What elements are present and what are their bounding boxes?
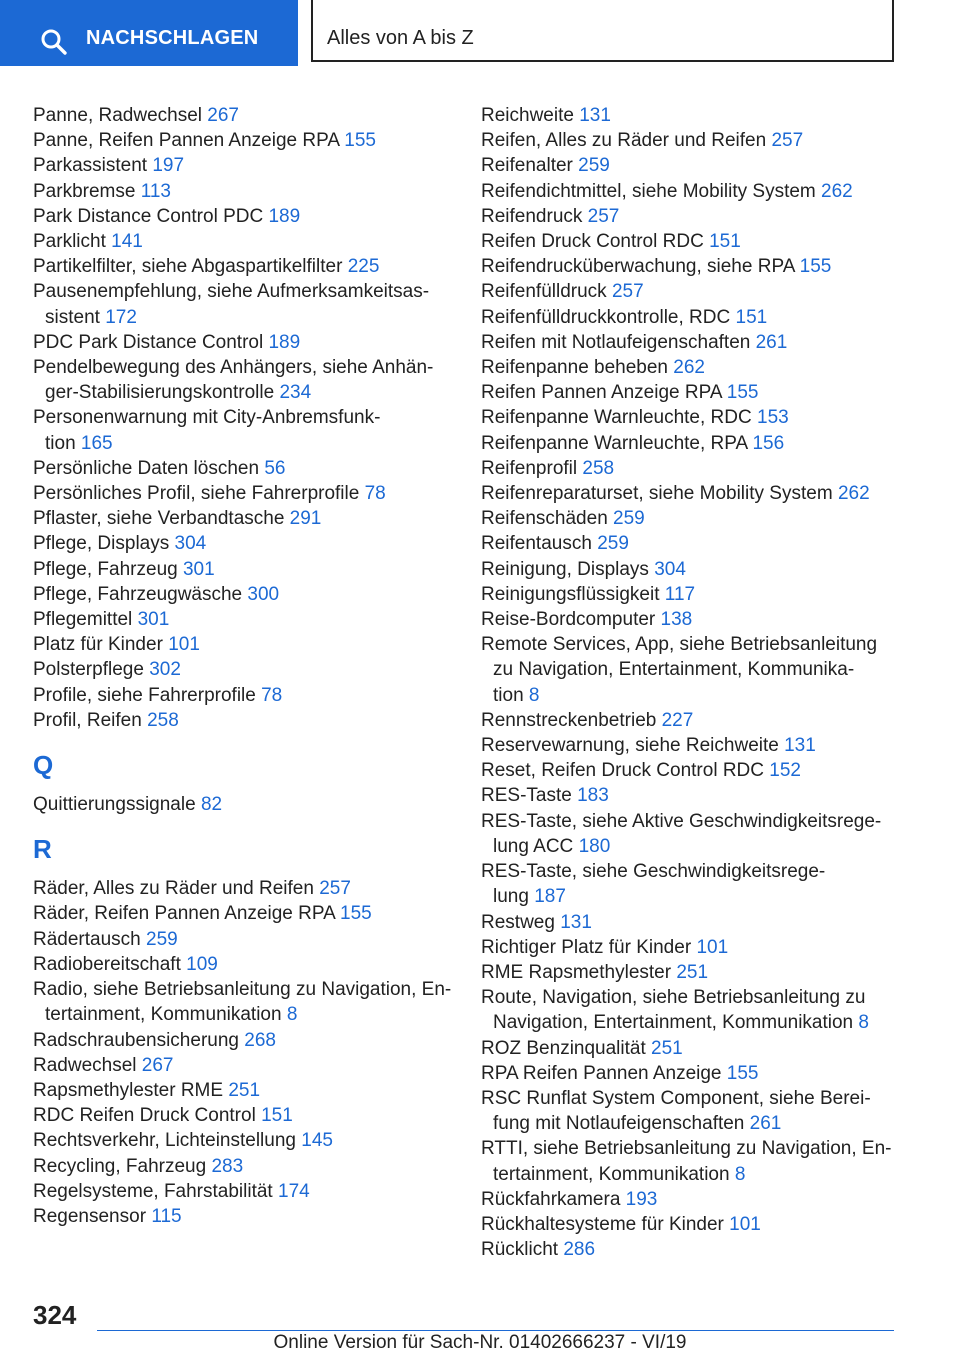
index-entry [481,557,901,582]
index-entry-text: RES-Taste, siehe Geschwindigkeitsrege- [481,861,826,883]
nav-tab-label: NACHSCHLAGEN [86,27,259,49]
page-link[interactable]: 227 [661,709,694,731]
index-entry [481,809,901,859]
index-entry-text: PDC Park Distance Control [33,331,264,353]
page-link[interactable]: 261 [755,331,788,353]
index-entry-text: Pflege, Fahrzeugwäsche [33,583,243,605]
index-entry-text: Pausenempfehlung, siehe Aufmerksamkeitsas- [33,281,430,303]
top-navigation-bar [0,0,960,66]
index-entry [33,1204,453,1229]
page-link[interactable]: 151 [709,231,741,253]
page-link[interactable]: 172 [105,306,137,328]
page-link[interactable]: 251 [676,961,709,983]
page-link[interactable]: 109 [186,953,218,975]
page-link[interactable]: 262 [821,180,853,202]
index-entry-text: Reinigungsflüssigkeit [481,583,660,605]
index-entry-text: Polsterpflege [33,659,144,681]
index-entry-text: Personenwarnung mit City-Anbremsfunk- [33,407,381,429]
index-entry-text: Reifen, Alles zu Räder und Reifen [481,130,767,152]
index-entry-text: lung [493,886,529,908]
page-link[interactable]: 304 [174,533,207,555]
index-entry-text: Profil, Reifen [33,709,142,731]
page-link[interactable]: 258 [147,709,179,731]
page-link[interactable]: 262 [837,483,870,505]
index-entry [481,355,901,380]
index-entry [33,708,453,733]
page-link[interactable]: 151 [735,306,768,328]
index-entry-text: Reinigung, Displays [481,558,649,580]
search-icon [40,28,68,56]
page-link[interactable]: 300 [247,583,280,605]
index-entry [481,405,901,430]
page-link[interactable]: 183 [577,785,609,807]
index-entry-text: Reifenalter [481,155,573,177]
index-entry-text: Reifen Druck Control RDC [481,231,704,253]
index-entry [33,1103,453,1128]
index-entry [481,431,901,456]
index-entry-text: Rückfahrkamera [481,1188,621,1210]
page-link[interactable]: 155 [344,130,376,152]
index-entry [33,254,453,279]
index-entry-text: tertainment, Kommunikation [493,1163,730,1185]
index-entry-text: Räder, Reifen Pannen Anzeige RPA [33,903,335,925]
index-entry-text: Parkassistent [33,155,148,177]
index-entry-text: Radwechsel [33,1054,137,1076]
index-entry [33,901,453,926]
index-entry-text: Regensensor [33,1205,147,1227]
page-link[interactable]: 267 [141,1054,174,1076]
page-link[interactable]: 101 [729,1213,761,1235]
index-entry-text: tion [493,684,524,706]
page-link[interactable]: 174 [278,1180,310,1202]
index-entry-text: Reichweite [481,105,574,126]
page-link[interactable]: 8 [528,684,540,706]
index-entry-text: Recycling, Fahrzeug [33,1155,207,1177]
index-entry [481,1086,901,1136]
page-link[interactable]: 301 [137,609,170,631]
index-entry-text: Reifendrucküberwachung, siehe RPA [481,256,795,278]
index-entry [33,607,453,632]
index-entry [33,582,453,607]
page-link[interactable]: 251 [228,1079,261,1101]
index-entry [481,380,901,405]
index-entry [33,1078,453,1103]
page-link[interactable]: 145 [301,1130,333,1152]
index-entry-text: Restweg [481,911,555,933]
index-entry-text: Reifenprofil [481,457,578,479]
index-entry-text: Platz für Kinder [33,634,163,656]
index-entry-text: Rücklicht [481,1239,559,1261]
index-entry [481,960,901,985]
index-entry [33,355,453,405]
index-entry-text: RES-Taste [481,785,572,807]
index-entry [33,128,453,153]
page-link[interactable]: 189 [268,205,301,227]
index-entry-text: Reifen Pannen Anzeige RPA [481,382,722,404]
index-entry-text: Rapsmethylester RME [33,1079,224,1101]
page-link[interactable]: 156 [752,432,785,454]
page-link[interactable]: 8 [734,1163,746,1185]
index-entry-text: Quittierungssignale [33,794,196,816]
index-entry [33,876,453,901]
page-link[interactable]: 257 [587,205,620,227]
page-link[interactable]: 155 [726,1062,759,1084]
index-entry-text: tion [45,432,76,454]
index-entry [481,456,901,481]
page-link[interactable]: 155 [340,903,372,925]
index-entry [481,1061,901,1086]
index-entry [33,632,453,657]
index-entry-text: Reifendruck [481,205,583,227]
page-link[interactable]: 193 [625,1188,658,1210]
index-entry [33,531,453,556]
index-entry [481,254,901,279]
index-column-left [33,103,453,1229]
index-entry [33,330,453,355]
index-entry [33,405,453,455]
page-link[interactable]: 259 [146,928,178,950]
index-entry-text: RTTI, siehe Betriebsanleitung zu Navigation, En- [481,1138,892,1160]
index-entry-text: RES-Taste, siehe Aktive Geschwindigkeitsrege- [481,810,882,832]
index-entry-text: fung mit Notlaufeigenschaften [493,1113,745,1135]
page-link[interactable]: 291 [289,508,322,530]
index-entry [33,977,453,1027]
index-column-right [481,103,901,1262]
index-entry [33,952,453,977]
page-link[interactable]: 138 [660,609,693,631]
page-link[interactable]: 155 [799,256,832,278]
index-entry-text: Persönliche Daten löschen [33,457,260,479]
page-link[interactable]: 283 [211,1155,244,1177]
page-link[interactable]: 257 [611,281,644,303]
index-entry-text: Radio, siehe Betriebsanleitung zu Navigation, En- [33,979,452,1001]
page-link[interactable]: 259 [613,508,645,530]
page-link[interactable]: 152 [769,760,801,782]
index-entry [33,1053,453,1078]
page-link[interactable]: 131 [784,735,816,757]
index-entry [33,927,453,952]
index-entry-text: Remote Services, App, siehe Betriebsanleitung [481,634,878,656]
index-entry-text: Reifentausch [481,533,592,555]
index-entry [481,582,901,607]
index-entry [481,859,901,909]
index-entry [33,1128,453,1153]
page-link[interactable]: 301 [182,558,215,580]
index-entry [33,1179,453,1204]
index-entry-text: Rückhaltesysteme für Kinder [481,1213,724,1235]
page-link[interactable]: 304 [654,558,686,580]
page-link[interactable]: 131 [579,105,611,126]
page-link[interactable]: 101 [696,936,729,958]
page-link[interactable]: 259 [578,155,610,177]
index-entry-text: ROZ Benzinqualität [481,1037,646,1059]
index-entry [33,229,453,254]
index-entry-text: tertainment, Kommunikation [45,1004,282,1026]
page-link[interactable]: 234 [279,382,312,404]
index-entry [481,330,901,355]
index-entry [481,128,901,153]
index-entry-text: Profile, siehe Fahrerprofile [33,684,256,706]
index-entry-text: lung ACC [493,835,574,857]
index-entry-text: Rädertausch [33,928,141,950]
index-entry [481,1136,901,1186]
index-entry [33,792,453,817]
page-link[interactable]: 78 [261,684,283,706]
index-entry-text: Rennstreckenbetrieb [481,709,657,731]
index-entry-text: Reifenpanne beheben [481,357,669,379]
index-entry-text: Richtiger Platz für Kinder [481,936,692,958]
index-entry-text: Persönliches Profil, siehe Fahrerprofile [33,483,360,505]
index-entry [481,733,901,758]
index-entry-text: Reise-Bordcomputer [481,609,656,631]
nav-tab-nachschlagen[interactable] [0,0,298,66]
page-link[interactable]: 180 [578,835,611,857]
page-link[interactable]: 131 [560,911,592,933]
page-link[interactable]: 153 [757,407,789,429]
page-link[interactable]: 117 [664,583,696,605]
index-entry [33,1028,453,1053]
page-link[interactable]: 8 [286,1004,298,1026]
footer-version-text: Online Version für Sach-Nr. 01402666237 - VI/19 [273,1332,687,1353]
index-entry [481,229,901,254]
page-link[interactable]: 56 [264,457,286,479]
index-entry-text: Reifenfülldruck [481,281,607,303]
index-entry [481,783,901,808]
page-link[interactable]: 261 [749,1113,782,1135]
index-entry-text: Reifenpanne Warnleuchte, RDC [481,407,752,429]
index-entry-text: Park Distance Control PDC [33,205,264,227]
page-link[interactable]: 257 [771,130,804,152]
page-link[interactable]: 257 [319,878,351,900]
index-entry [33,179,453,204]
index-entry [481,910,901,935]
page-link[interactable]: 259 [597,533,629,555]
page-link[interactable]: 151 [261,1105,293,1127]
index-entry [481,708,901,733]
footer-divider [97,1330,894,1331]
index-entry [481,607,901,632]
page-link[interactable]: 8 [858,1012,869,1034]
index-entry-text: Reifen mit Notlaufeigenschaften [481,331,751,353]
index-entry-text: Reifenpanne Warnleuchte, RPA [481,432,748,454]
index-entry [33,204,453,229]
page-link[interactable]: 302 [149,659,181,681]
index-entry [481,506,901,531]
index-entry-text: Reifenschäden [481,508,608,530]
index-letter-heading: Q [33,750,54,781]
index-entry [481,1212,901,1237]
page-link[interactable]: 165 [80,432,113,454]
index-entry [481,279,901,304]
index-entry-text: ger-Stabilisierungskontrolle [45,382,275,404]
index-entry-text: Reset, Reifen Druck Control RDC [481,760,764,782]
page-link[interactable]: 189 [268,331,301,353]
page-link[interactable]: 225 [347,256,380,278]
index-entry [481,1187,901,1212]
index-entry-text: RDC Reifen Druck Control [33,1105,256,1127]
index-entry-text: Panne, Radwechsel [33,105,202,126]
index-entry [33,1154,453,1179]
index-entry-text: RME Rapsmethylester [481,961,672,983]
index-entry [481,204,901,229]
page-number: 324 [33,1300,77,1330]
index-entry [481,179,901,204]
index-entry [481,758,901,783]
index-entry [33,657,453,682]
index-entry-text: Route, Navigation, siehe Betriebsanleitung zu [481,987,866,1009]
index-entry-text: Parklicht [33,231,106,253]
page-link[interactable]: 268 [244,1029,276,1051]
page-link[interactable]: 262 [673,357,705,379]
index-letter-heading: R [33,834,52,865]
page-link[interactable]: 101 [168,634,200,656]
page-link[interactable]: 267 [207,105,239,126]
index-entry [481,153,901,178]
index-entry [481,935,901,960]
index-entry [481,305,901,330]
index-entry [33,153,453,178]
index-entry [481,632,901,708]
index-entry [481,1036,901,1061]
index-entry-text: Parkbremse [33,180,136,202]
page-link[interactable]: 187 [534,886,566,908]
index-entry-text: Rechtsverkehr, Lichteinstellung [33,1130,296,1152]
index-entry [33,279,453,329]
index-entry-text: RPA Reifen Pannen Anzeige [481,1062,722,1084]
index-entry-text: Panne, Reifen Pannen Anzeige RPA [33,130,339,152]
index-entry-text: sistent [45,306,100,328]
index-entry-text: Räder, Alles zu Räder und Reifen [33,878,314,900]
index-entry [33,506,453,531]
index-entry [33,683,453,708]
index-entry-text: Navigation, Entertainment, Kommunikation [493,1012,854,1034]
index-entry-text: Regelsysteme, Fahrstabilität [33,1180,273,1202]
section-title: Alles von A bis Z [327,27,474,49]
index-entry-text: Reifenfülldruckkontrolle, RDC [481,306,731,328]
page-link[interactable]: 113 [140,180,171,202]
index-entry [33,103,453,128]
page-link[interactable]: 115 [151,1205,182,1227]
index-entry [481,1237,901,1262]
page-link[interactable]: 286 [563,1239,596,1261]
page-link[interactable]: 155 [726,382,759,404]
index-entry [33,456,453,481]
index-entry-text: Radiobereitschaft [33,953,181,975]
section-tab[interactable] [311,0,894,62]
page-link[interactable]: 258 [582,457,615,479]
index-entry-text: RSC Runflat System Component, siehe Berei- [481,1087,871,1109]
page-link[interactable]: 251 [651,1037,683,1059]
index-entry [33,481,453,506]
index-entry-text: Pflege, Displays [33,533,170,555]
page-link[interactable]: 78 [364,483,386,505]
index-entry-text: Reservewarnung, siehe Reichweite [481,735,779,757]
index-entry-text: Partikelfilter, siehe Abgaspartikelfilter [33,256,343,278]
index-entry-text: Reifendichtmittel, siehe Mobility System [481,180,816,202]
index-entry [481,985,901,1035]
index-entry-text: Pflaster, siehe Verbandtasche [33,508,285,530]
index-entry-text: Pflegemittel [33,609,133,631]
index-entry [33,557,453,582]
index-entry-text: Pflege, Fahrzeug [33,558,178,580]
index-entry-text: Radschraubensicherung [33,1029,239,1051]
index-entry-text: Reifenreparaturset, siehe Mobility System [481,483,833,505]
page-link[interactable]: 197 [152,155,185,177]
page-link[interactable]: 141 [111,231,143,253]
index-entry-text: Pendelbewegung des Anhängers, siehe Anhän- [33,357,434,379]
index-entry [481,481,901,506]
page-link[interactable]: 82 [200,794,223,816]
index-entry-text: zu Navigation, Entertainment, Kommunika- [493,659,855,681]
index-entry [481,103,901,128]
index-entry [481,531,901,556]
